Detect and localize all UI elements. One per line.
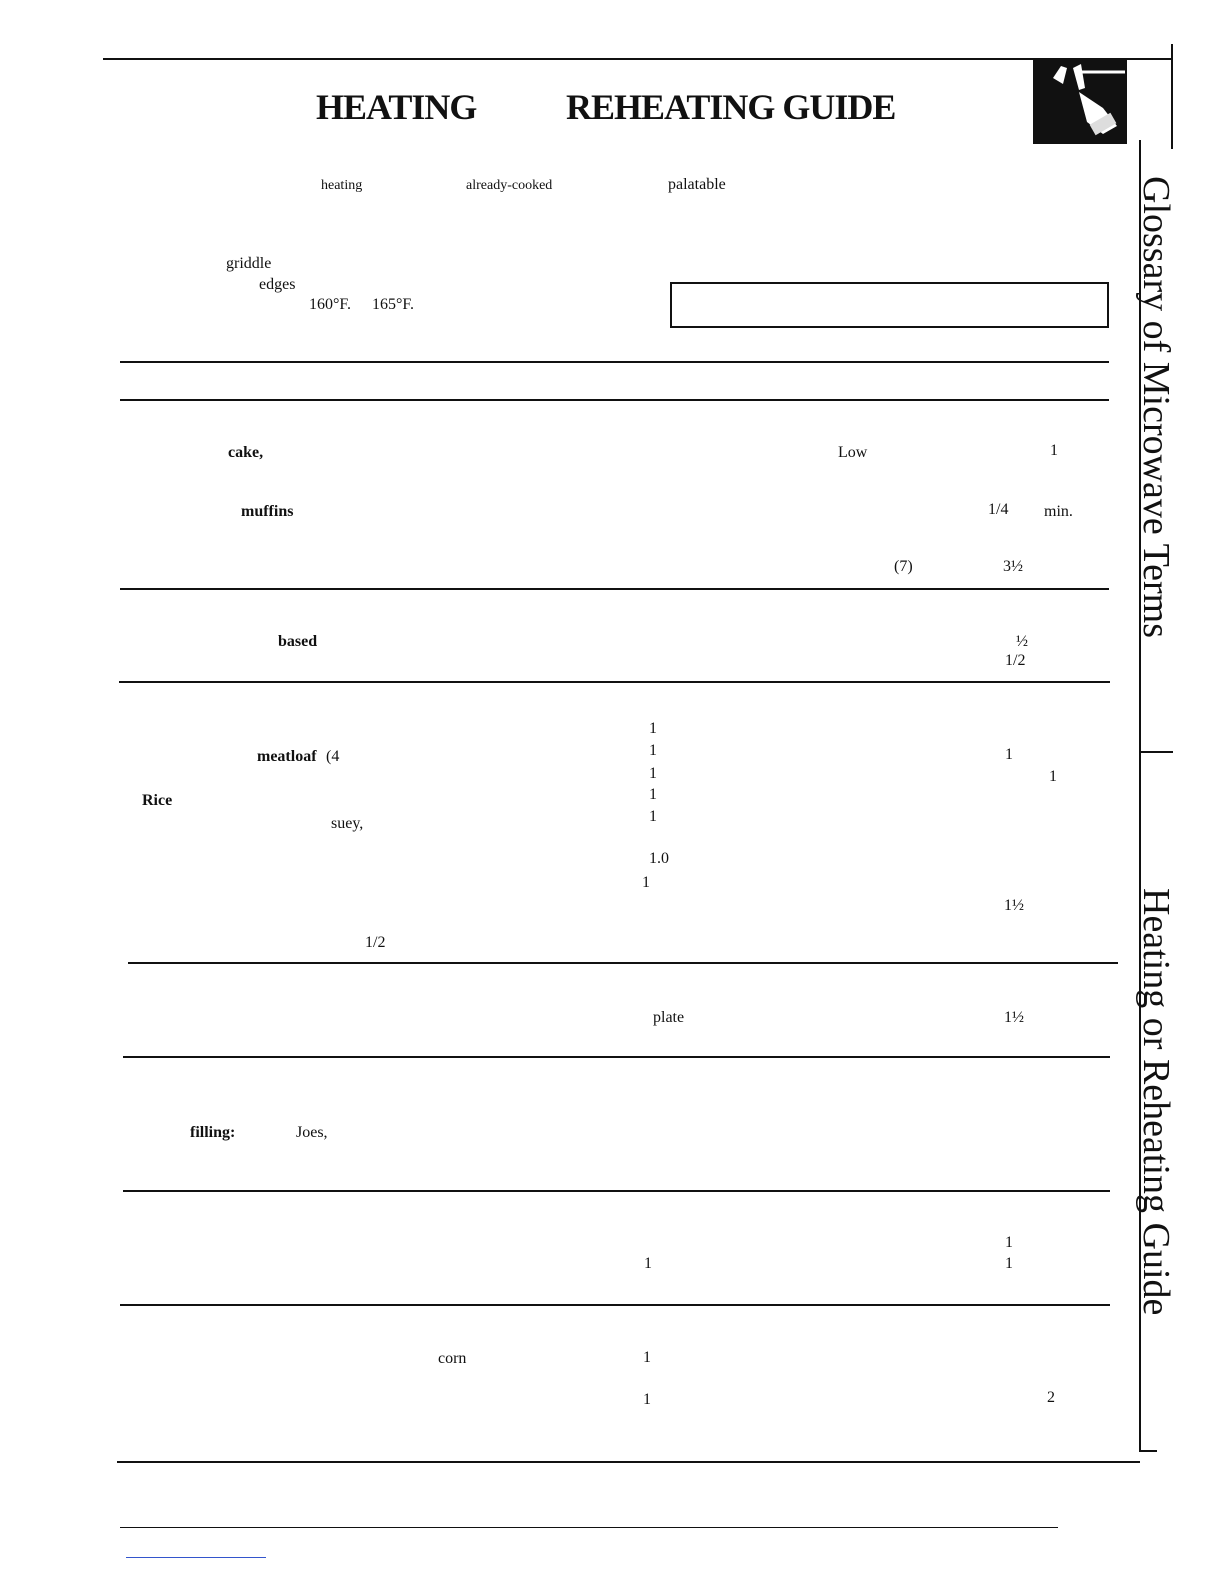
top-rule [103,58,1173,60]
row-chop-suey: suey, [331,815,364,832]
intro-temp-160: 160°F. [309,296,352,313]
row-qty: 1 [644,1255,652,1272]
row-qty: 1 [649,742,657,759]
row-rice: Rice [142,792,173,809]
row-muffins-time: 1/4 [988,501,1009,518]
row-plate-time: 1½ [1004,1009,1024,1026]
row-meatloaf-qty: (4 [326,748,340,765]
intro-heating: heating [321,178,363,193]
row-meatloaf-time: 1 [1005,746,1013,763]
section-rule [123,1056,1110,1058]
section-rule [120,588,1109,590]
row-qty-half: 1/2 [365,934,386,951]
section-rule [128,962,1118,964]
intro-temp-165: 165°F. [372,296,415,313]
row-plate: plate [653,1009,685,1026]
row-cake: cake, [228,444,264,461]
section-rule [120,1304,1110,1306]
row-qty: 1 [649,720,657,737]
footer-link-underline [126,1557,266,1558]
row-muffins-min: min. [1044,503,1073,520]
row-sloppy-joes: Joes, [296,1124,328,1141]
row-qty: 1 [649,786,657,803]
tab-glossary-of-microwave-terms[interactable]: Glossary of Microwave Terms [1135,176,1177,639]
section-rule [119,681,1110,683]
table-header-bottom-rule [120,399,1109,401]
row-qty: 1 [649,808,657,825]
section-rule [123,1190,1110,1192]
row-time-3-half: 3½ [1003,558,1023,575]
table-header-top-rule [120,361,1109,363]
row-time: 1 [1005,1234,1013,1251]
note-box [670,282,1109,328]
row-meatloaf: meatloaf [257,748,317,765]
sidebar-tab-divider [1139,751,1173,753]
row-qty: 1 [643,1391,651,1408]
intro-already-cooked: already-cooked [466,178,553,193]
row-filling: filling: [190,1124,236,1141]
row-power-7: (7) [894,558,913,575]
row-based-time-half-b: 1/2 [1005,652,1026,669]
footer-rule [120,1527,1058,1528]
intro-griddle: griddle [226,255,272,272]
hand-pointing-icon [1033,58,1127,144]
row-based: based [278,633,318,650]
row-based-time-half: ½ [1016,633,1028,650]
row-cake-time: 1 [1050,442,1058,459]
page-title-heating: HEATING [316,87,477,127]
row-qty: 1 [643,1349,651,1366]
row-time: 1 [1005,1255,1013,1272]
sidebar-border [1171,44,1173,149]
row-qty: 1.0 [649,850,669,867]
sidebar-bottom-rule [1139,1450,1157,1452]
page-title-reheating-guide: REHEATING GUIDE [566,87,896,127]
intro-palatable: palatable [668,176,726,193]
row-cake-power-low: Low [838,444,868,461]
row-time: 2 [1047,1389,1055,1406]
tab-heating-or-reheating-guide[interactable]: Heating or Reheating Guide [1135,888,1177,1316]
row-time: 1 [1049,768,1057,785]
row-qty: 1 [642,874,650,891]
table-bottom-rule [117,1461,1140,1463]
row-qty: 1 [649,765,657,782]
intro-edges: edges [259,276,296,293]
row-time-1-half: 1½ [1004,897,1024,914]
row-corn: corn [438,1350,467,1367]
row-muffins: muffins [241,503,294,520]
